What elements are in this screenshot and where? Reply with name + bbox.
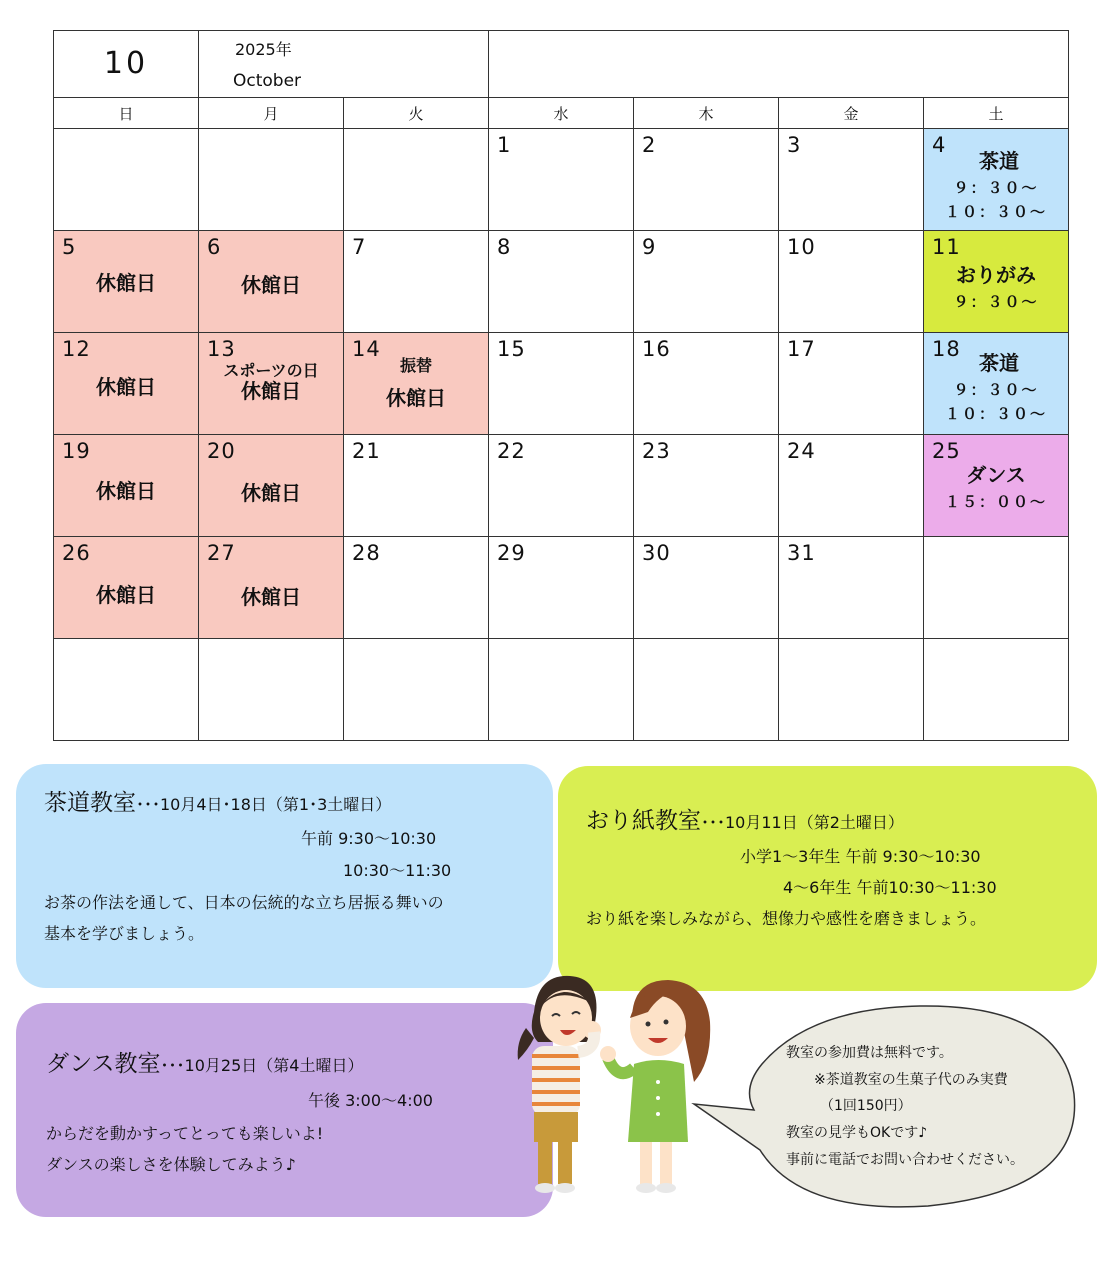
day-cell-28: [344, 537, 489, 639]
day-number: 4: [932, 133, 947, 157]
day-cell-8: [489, 231, 634, 333]
origami-class-dates: ･･･10月11日（第2土曜日）: [701, 813, 904, 832]
day-number: 24: [787, 439, 816, 463]
day-cell-6: [199, 231, 344, 333]
day-cell-15: [489, 333, 634, 435]
day-cell-empty: [344, 639, 489, 741]
day-number: 31: [787, 541, 816, 565]
month-number: 10: [103, 46, 149, 81]
day-number: 30: [642, 541, 671, 565]
bubble-line-5: 事前に電話でお問い合わせください。: [786, 1152, 1024, 1168]
day-cell-empty: [199, 129, 344, 231]
day-cell-30: [634, 537, 779, 639]
event-origami: おりがみ: [956, 263, 1036, 287]
day-number: 13: [207, 337, 236, 361]
day-cell-1: [489, 129, 634, 231]
day-cell-12: [54, 333, 199, 435]
header-blank-cell: [489, 31, 1069, 98]
event-time: ９：３０～: [953, 381, 1039, 399]
day-number: 5: [62, 235, 77, 259]
day-cell-23: [634, 435, 779, 537]
day-number: 23: [642, 439, 671, 463]
bubble-line-3: （1回150円）: [820, 1098, 912, 1114]
day-number: 28: [352, 541, 381, 565]
origami-class-title: [586, 802, 904, 835]
day-cell-22: [489, 435, 634, 537]
dance-class-dates: ･･･10月25日（第4土曜日）: [160, 1056, 364, 1075]
day-cell-11: [924, 231, 1069, 333]
day-cell-26: [54, 537, 199, 639]
day-number: 15: [497, 337, 526, 361]
event-closed: 休館日: [96, 583, 156, 607]
origami-class-desc: おり紙を楽しみながら、想像力や感性を磨きましょう。: [586, 909, 987, 928]
day-cell-empty: [634, 639, 779, 741]
event-time: ９：３０～: [953, 179, 1039, 197]
event-closed: 休館日: [241, 585, 301, 609]
day-cell-empty: [54, 639, 199, 741]
origami-class-box: [558, 766, 1097, 991]
day-cell-17: [779, 333, 924, 435]
event-time: １０：３０～: [944, 405, 1047, 423]
event-sports-day: スポーツの日: [223, 361, 319, 380]
day-number: 19: [62, 439, 91, 463]
day-number: 8: [497, 235, 512, 259]
origami-class-name: おり紙教室: [586, 808, 701, 834]
event-time: １０：３０～: [944, 203, 1047, 221]
dance-class-title: [46, 1045, 363, 1078]
tea-class-time2: 10:30～11:30: [343, 861, 452, 880]
event-closed: 休館日: [96, 375, 156, 399]
day-number: 12: [62, 337, 91, 361]
event-substitute: 振替: [399, 356, 432, 375]
event-tea: 茶道: [979, 351, 1019, 375]
tea-class-box: [16, 764, 553, 988]
day-number: 20: [207, 439, 236, 463]
tea-class-title: [44, 784, 391, 817]
info-speech-bubble: [690, 1000, 1090, 1210]
day-number: 29: [497, 541, 526, 565]
day-number: 26: [62, 541, 91, 565]
day-cell-empty: [489, 639, 634, 741]
day-number: 9: [642, 235, 657, 259]
dance-class-box: [16, 1003, 553, 1217]
day-cell-21: [344, 435, 489, 537]
weekday-fri: 金: [779, 98, 924, 129]
day-number: 2: [642, 133, 657, 157]
day-number: 3: [787, 133, 802, 157]
day-cell-31: [779, 537, 924, 639]
tea-class-name: 茶道教室: [44, 790, 136, 816]
girl-left-figure: [518, 976, 601, 1193]
weekday-tue: 火: [344, 98, 489, 129]
bubble-line-2: ※茶道教室の生菓子代のみ実費: [814, 1072, 1008, 1088]
weekday-thu: 木: [634, 98, 779, 129]
event-closed: 休館日: [241, 379, 301, 403]
day-number: 25: [932, 439, 961, 463]
day-cell-10: [779, 231, 924, 333]
event-closed: 休館日: [241, 481, 301, 505]
tea-class-time1: 午前 9:30～10:30: [301, 829, 437, 848]
day-number: 17: [787, 337, 816, 361]
event-tea: 茶道: [979, 149, 1019, 173]
day-cell-3: [779, 129, 924, 231]
origami-class-time2: 4～6年生 午前10:30～11:30: [783, 878, 997, 897]
day-cell-empty: [924, 537, 1069, 639]
day-cell-14: [344, 333, 489, 435]
day-number: 6: [207, 235, 222, 259]
dance-class-desc2: ダンスの楽しさを体験してみよう♪: [46, 1155, 296, 1174]
day-cell-empty: [54, 129, 199, 231]
tea-class-desc1: お茶の作法を通して、日本の伝統的な立ち居振る舞いの: [44, 893, 444, 912]
day-cell-29: [489, 537, 634, 639]
event-closed: 休館日: [241, 273, 301, 297]
day-number: 27: [207, 541, 236, 565]
day-number: 21: [352, 439, 381, 463]
event-closed: 休館日: [96, 479, 156, 503]
dance-class-time: 午後 3:00～4:00: [308, 1091, 433, 1110]
event-dance: ダンス: [966, 463, 1026, 487]
weekday-mon: 月: [199, 98, 344, 129]
event-closed: 休館日: [386, 386, 446, 410]
day-number: 18: [932, 337, 961, 361]
day-number: 1: [497, 133, 512, 157]
day-cell-13: [199, 333, 344, 435]
event-time: １５：００～: [944, 493, 1047, 511]
day-number: 10: [787, 235, 816, 259]
weekday-wed: 水: [489, 98, 634, 129]
day-cell-24: [779, 435, 924, 537]
day-cell-5: [54, 231, 199, 333]
day-cell-9: [634, 231, 779, 333]
event-closed: 休館日: [96, 271, 156, 295]
day-cell-2: [634, 129, 779, 231]
year-label: 2025年: [235, 40, 292, 59]
day-cell-25: [924, 435, 1069, 537]
day-number: 11: [932, 235, 961, 259]
day-cell-27: [199, 537, 344, 639]
calendar-table: [53, 30, 1069, 741]
day-cell-19: [54, 435, 199, 537]
dance-class-desc1: からだを動かすってとっても楽しいよ!: [46, 1124, 324, 1143]
day-cell-4: [924, 129, 1069, 231]
month-name-label: October: [233, 71, 302, 91]
day-cell-7: [344, 231, 489, 333]
day-number: 7: [352, 235, 367, 259]
event-time: ９：３０～: [953, 293, 1039, 311]
day-cell-18: [924, 333, 1069, 435]
day-cell-empty: [199, 639, 344, 741]
day-cell-16: [634, 333, 779, 435]
month-number-cell: [54, 31, 199, 98]
weekday-sun: 日: [54, 98, 199, 129]
tea-class-desc2: 基本を学びましょう。: [44, 924, 205, 943]
day-cell-20: [199, 435, 344, 537]
day-number: 22: [497, 439, 526, 463]
bubble-line-4: 教室の見学もOKです♪: [786, 1125, 928, 1141]
origami-class-time1: 小学1～3年生 午前 9:30～10:30: [740, 847, 981, 866]
dance-class-name: ダンス教室: [46, 1051, 161, 1077]
day-number: 16: [642, 337, 671, 361]
tea-class-dates: ･･･10月4日･18日（第1･3土曜日）: [136, 795, 392, 814]
weekday-sat: 土: [924, 98, 1069, 129]
bubble-line-1: 教室の参加費は無料です。: [786, 1045, 953, 1061]
day-cell-empty: [924, 639, 1069, 741]
day-cell-empty: [779, 639, 924, 741]
day-cell-empty: [344, 129, 489, 231]
day-number: 14: [352, 337, 381, 361]
month-title-cell: [199, 31, 489, 98]
